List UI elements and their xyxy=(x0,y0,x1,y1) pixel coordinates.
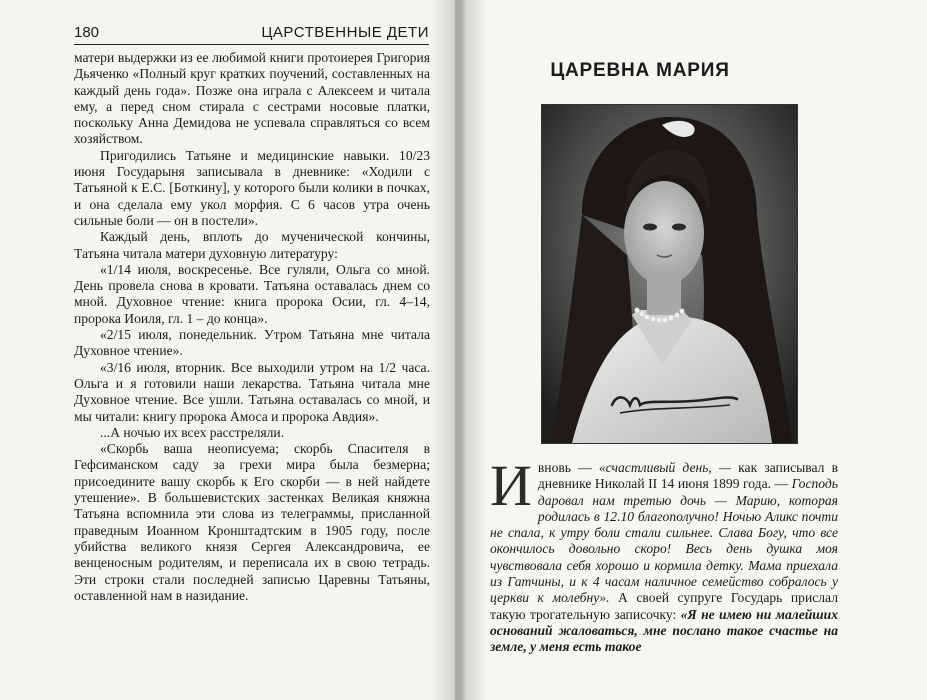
page-number: 180 xyxy=(74,24,100,41)
portrait-photo xyxy=(541,104,798,444)
drop-cap: И xyxy=(490,453,532,518)
left-page xyxy=(0,0,455,700)
text-segment: «счастливый день, — xyxy=(598,460,732,475)
text-segment: А своей супруге Государь прислал такую трогательную записочку: xyxy=(490,590,838,622)
paragraph: ...А ночью их всех расстреляли. xyxy=(100,424,285,440)
text-segment: Господь даровал нам третью дочь — Марию, которая родилась в 12.10 благополучно! Ночью Аликс почти не спала, к утру боли стали сильнее. Слава Богу, что все окончилось довольно скоро! Весь день душка моя чувствовала себя хорошо и кормила детку. Мама приехала из Гатчины, и к 4 часам наличное семейство собралось у церкви к молебну». xyxy=(490,476,838,606)
paragraph: «Скорбь ваша неописуема; скорбь Спасителя в Гефсиманском саду за грехи мира была безмерна; присоедините вашу скорбь к Его скорби — в ней найдете утешение». В большевистских застенках Великая княжна Татьяна вспомнила эти слова из телеграммы, присланной праведным Иоанном Кронштадтским в 1905 году, после убийства великого князя Сергея Александровича, ее венценосным родителям, и переписала их в свою тетрадь. Эти строки стали последней записью Царевны Татьяны, оставленной нам в назидание. xyxy=(74,441,430,603)
paragraph: «3/16 июля, вторник. Все выходили утром на 1/2 часа. Ольга и я готовили наши лекарства. Татьяна читала мне Духовное чтение. Все ушли. Татьяна оставалась со мной, и мы читали: книгу пророка Амоса и пророка Авдия». xyxy=(74,359,430,424)
text-segment: «Я не имею ни малейших оснований жаловаться, мне послано такое счастье на земле, у меня есть такое xyxy=(490,606,838,655)
right-text-body xyxy=(490,453,838,656)
paragraph: Каждый день, вплоть до мученической кончины, Татьяна читала матери духовную литературу: xyxy=(74,229,430,261)
opening-paragraph xyxy=(490,453,838,656)
paragraph: «2/15 июля, понедельник. Утром Татьяна мне читала Духовное чтение». xyxy=(74,327,430,359)
running-title: ЦАРСТВЕННЫЕ ДЕТИ xyxy=(261,24,429,41)
paragraph: матери выдержки из ее любимой книги протоиерея Григория Дьяченко «Полный круг кратких поучений, составленных на каждый день года». Позже она играла с Алексеем и читала ему, а перед сном стирала с сестрами носовые платки, поскольку Анна Демидова не успевала справляться со всем хозяйством. xyxy=(74,50,430,147)
running-head xyxy=(74,20,429,45)
text-segment: вновь — xyxy=(537,460,599,475)
paragraph: «1/14 июля, воскресенье. Все гуляли, Ольга со мной. День провела снова в кровати. Татьяна оставалась днем со мной. Духовное чтение: книга пророка Осии, гл. 4–14, пророка Иоиля, гл. 1 – до конца». xyxy=(74,261,430,326)
paragraph: Пригодились Татьяне и медицинские навыки. 10/23 июня Государыня записывала в дневнике: «Ходили с Татьяной к Е.С. [Боткину], у которого были колики в почках, и она сделала ему укол морфия. С 6 часов утра очень сильные боли — он в постели». xyxy=(74,147,430,228)
left-text-column xyxy=(74,50,430,604)
text-segment: как записывал в дневнике Николай II 14 июня 1899 года. — xyxy=(537,460,838,492)
chapter-title: ЦАРЕВНА МАРИЯ xyxy=(550,60,730,81)
